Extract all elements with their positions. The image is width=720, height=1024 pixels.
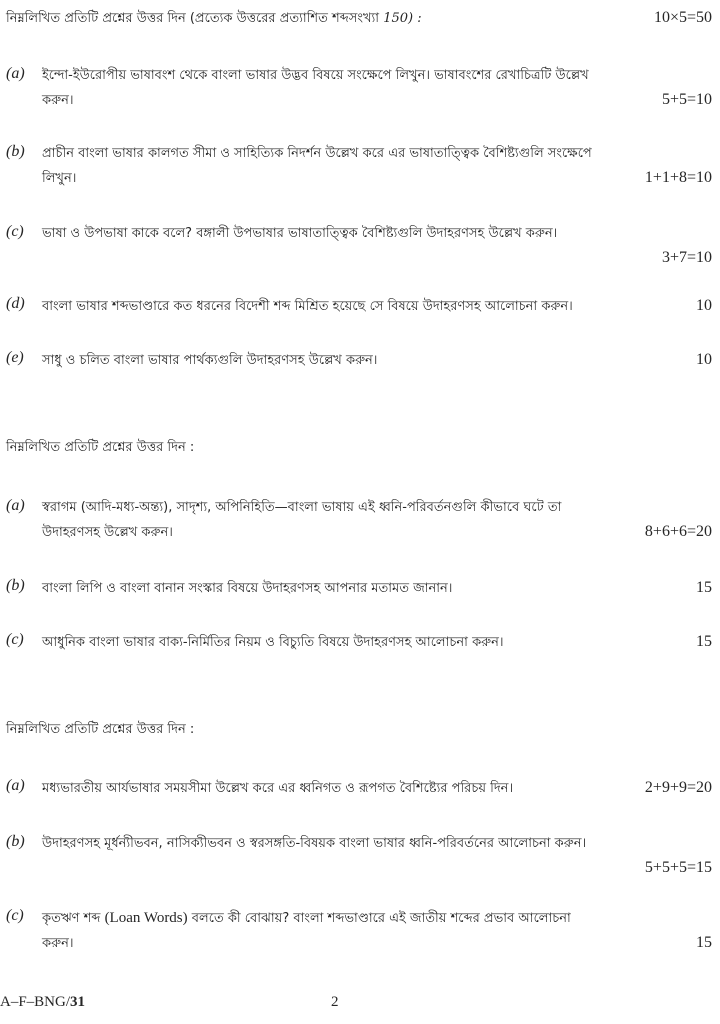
question-label: (c) (6, 907, 24, 924)
question-label: (a) (6, 497, 25, 514)
question-marks: 15 (696, 633, 712, 650)
section-3-instruction (6, 720, 712, 740)
question-2c (6, 630, 712, 655)
question-1c (6, 222, 712, 271)
question-marks: 8+6+6=20 (644, 523, 712, 540)
question-text-part: কৃতঋণ শব্দ (42, 911, 101, 926)
question-1e (6, 348, 712, 373)
question-marks: 10 (696, 351, 712, 368)
question-marks: 15 (696, 934, 712, 951)
paper-code: A–F–BNG/31 (0, 994, 86, 1010)
question-1b (6, 142, 712, 191)
section-2-instruction-text: নিম্নলিখিত প্রতিটি প্রশ্নের উত্তর দিন : (6, 440, 195, 455)
question-3c (6, 906, 712, 956)
question-text-line: করুন। (42, 93, 74, 108)
question-2a (6, 496, 712, 545)
question-label: (a) (6, 777, 25, 794)
question-marks: 10 (696, 297, 712, 314)
question-text-line: আধুনিক বাংলা ভাষার বাক্য-নির্মিতির নিয়ম ও বিচ্যুতি বিষয়ে উদাহরণসহ আলোচনা করুন। (42, 635, 504, 650)
section-1-word-count: 150) : (383, 11, 422, 26)
question-text-line: প্রাচীন বাংলা ভাষার কালগত সীমা ও সাহিত্যিক নিদর্শন উল্লেখ করে এর ভাষাতাত্ত্বিক বৈশিষ্ট্যগুলি সংক্ষেপে (42, 146, 592, 161)
question-1a (6, 64, 712, 113)
section-1-instruction-text: নিম্নলিখিত প্রতিটি প্রশ্নের উত্তর দিন (প্রত্যেক উত্তরের প্রত্যাশিত শব্দসংখ্যা (6, 11, 380, 26)
question-text-line: ইন্দো-ইউরোপীয় ভাষাবংশ থেকে বাংলা ভাষার উদ্ভব বিষয়ে সংক্ষেপে লিখুন। ভাষাবংশের রেখাচিত্রটি উল্লেখ (42, 68, 589, 83)
page-number: 2 (331, 994, 339, 1010)
page-footer (0, 994, 720, 1018)
section-1-total-marks: 10×5=50 (653, 9, 712, 26)
question-text-line: লিখুন। (42, 171, 77, 186)
question-label: (b) (6, 577, 25, 594)
question-text-line: উদাহরণসহ মূর্ধন্যীভবন, নাসিক্যীভবন ও স্বরসঙ্গতি-বিষয়ক বাংলা ভাষার ধ্বনি-পরিবর্তনের আলোচনা করুন। (42, 836, 587, 851)
question-text-line: বাংলা ভাষার শব্দভাণ্ডারে কত ধরনের বিদেশী শব্দ মিশ্রিত হয়েছে সে বিষয়ে উদাহরণসহ আলোচনা করুন। (42, 299, 573, 314)
question-1d (6, 294, 712, 319)
question-3b (6, 832, 712, 881)
question-label: (c) (6, 223, 24, 240)
section-1-instruction (6, 8, 712, 29)
question-text-line: বাংলা লিপি ও বাংলা বানান সংস্কার বিষয়ে উদাহরণসহ আপনার মতামত জানান। (42, 581, 453, 596)
question-marks: 3+7=10 (661, 249, 712, 266)
section-3-instruction-text: নিম্নলিখিত প্রতিটি প্রশ্নের উত্তর দিন : (6, 722, 195, 737)
question-marks: 1+1+8=10 (644, 169, 712, 186)
question-marks: 2+9+9=20 (644, 779, 712, 796)
question-label: (b) (6, 833, 25, 850)
section-2-instruction (6, 438, 712, 458)
question-text-part: বলতে কী বোঝায়? বাংলা শব্দভাণ্ডারে এই জাতীয় শব্দের প্রভাব আলোচনা (191, 911, 571, 926)
question-text-line: করুন। (42, 936, 74, 951)
question-text-line: ভাষা ও উপভাষা কাকে বলে? বঙ্গালী উপভাষার ভাষাতাত্ত্বিক বৈশিষ্ট্যগুলি উদাহরণসহ উল্লেখ করুন। (42, 226, 558, 241)
question-english-term: (Loan Words) (104, 910, 188, 926)
question-label: (e) (6, 349, 24, 366)
question-text-line: স্বরাগম (আদি-মধ্য-অন্ত্য), সাদৃশ্য, অপিনিহিতি—বাংলা ভাষায় এই ধ্বনি-পরিবর্তনগুলি কীভাবে ঘটে তা (42, 500, 562, 515)
question-marks: 5+5=10 (661, 91, 712, 108)
question-marks: 15 (696, 579, 712, 596)
question-marks: 5+5+5=15 (644, 859, 712, 876)
question-label: (a) (6, 65, 25, 82)
question-2b (6, 576, 712, 601)
question-label: (d) (6, 295, 25, 312)
question-3a (6, 776, 712, 801)
question-text-line: সাধু ও চলিত বাংলা ভাষার পার্থক্যগুলি উদাহরণসহ উল্লেখ করুন। (42, 353, 378, 368)
question-label: (c) (6, 631, 24, 648)
question-label: (b) (6, 143, 25, 160)
question-text-line: উদাহরণসহ উল্লেখ করুন। (42, 525, 173, 540)
question-text-line: মধ্যভারতীয় আর্যভাষার সময়সীমা উল্লেখ করে এর ধ্বনিগত ও রূপগত বৈশিষ্ট্যের পরিচয় দিন। (42, 781, 514, 796)
